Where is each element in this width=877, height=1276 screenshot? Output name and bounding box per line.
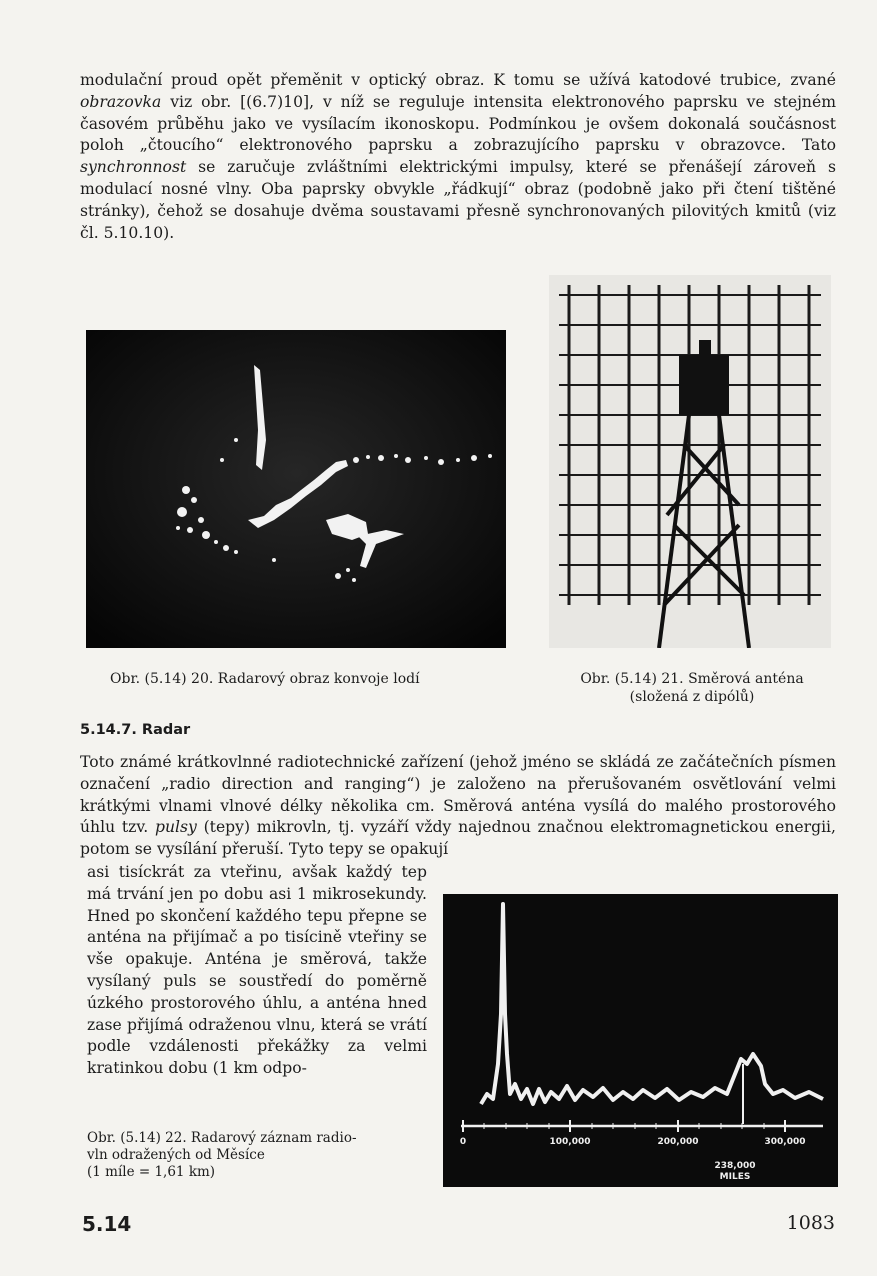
axis-label-100000: 100,000 <box>549 1137 591 1147</box>
section-heading: 5.14.7. Radar <box>80 722 191 738</box>
figure20-caption: Obr. (5.14) 20. Radarový obraz konvoje lodí <box>110 671 420 687</box>
radar-convoy-image <box>86 330 506 648</box>
moon-distance-value: 238,000 <box>714 1161 756 1171</box>
footer-page-number: 1083 <box>786 1212 835 1234</box>
moon-radar-record-image <box>443 894 838 1187</box>
moon-distance-unit: MILES <box>719 1172 751 1182</box>
figure22-caption-line1: Obr. (5.14) 22. Radarový záznam radio- <box>87 1130 357 1146</box>
directional-antenna-image <box>549 275 831 648</box>
axis-label-300000: 300,000 <box>764 1137 806 1147</box>
figure22-caption-line2: vln odražených od Měsíce <box>87 1147 265 1163</box>
figure22-caption-line3: (1 míle = 1,61 km) <box>87 1164 216 1180</box>
figure21-caption <box>549 670 835 706</box>
radar-paragraph-continued: asi tisíckrát za vteřinu, avšak každý tep má trvání jen po dobu asi 1 mikrosekundy. Hned po skončení každého tepu přepne se anténa na přijímač a po tisícině vteřiny se vše opakuje. Anténa je směrová, takže vysílaný puls se soustředí do poměrně úzkého prostorového úhlu, a anténa hned zase přijímá odraženou vlnu, která se vrátí podle vzdálenosti překážky za velmi kratinkou dobu (1 km odpo- <box>87 863 427 1078</box>
footer-section-number: 5.14 <box>82 1212 132 1236</box>
axis-label-200000: 200,000 <box>657 1137 699 1147</box>
figure22-caption <box>87 1130 427 1181</box>
intro-paragraph: modulační proud opět přeměnit v optický obraz. K tomu se užívá katodové trubice, zvané obrazovka viz obr. [(6.7)10], v níž se reguluje intensita elektronového paprsku ve stejném časovém průběhu jako ve vysílacím ikonoskopu. Podmínkou je ovšem dokonalá součásnost poloh „čtoucího“ elektronového paprsku a zobrazujícího paprsku v obrazovce. Tato synchronnost se zaručuje zvláštními elektrickými impulsy, které se přenášejí zároveň s modulací nosné vlny. Oba paprsky obvykle „řádkují“ obraz (podobně jako při čtení tištěné stránky), čehož se dosahuje dvěma soustavami přesně synchronovaných pilovitých kmitů (viz čl. 5.10.10). <box>80 71 836 242</box>
figure21-caption-line2: (složená z dipólů) <box>629 689 755 705</box>
figure21-caption-line1: Obr. (5.14) 21. Směrová anténa <box>580 671 804 687</box>
radar-paragraph: Toto známé krátkovlnné radiotechnické zařízení (jehož jméno se skládá ze začátečních písmen označení „radio direction and ranging“) je založeno na přerušovaném osvětlování velmi krátkými vlnami vlnové délky několika cm. Směrová anténa vysílá do malého prostorového úhlu tzv. pulsy (tepy) mikrovln, tj. vyzáří vždy najednou značnou elektromagnetickou energii, potom se vysílání přeruší. Tyto tepy se opakují <box>80 753 836 859</box>
axis-label-0: 0 <box>459 1137 467 1147</box>
